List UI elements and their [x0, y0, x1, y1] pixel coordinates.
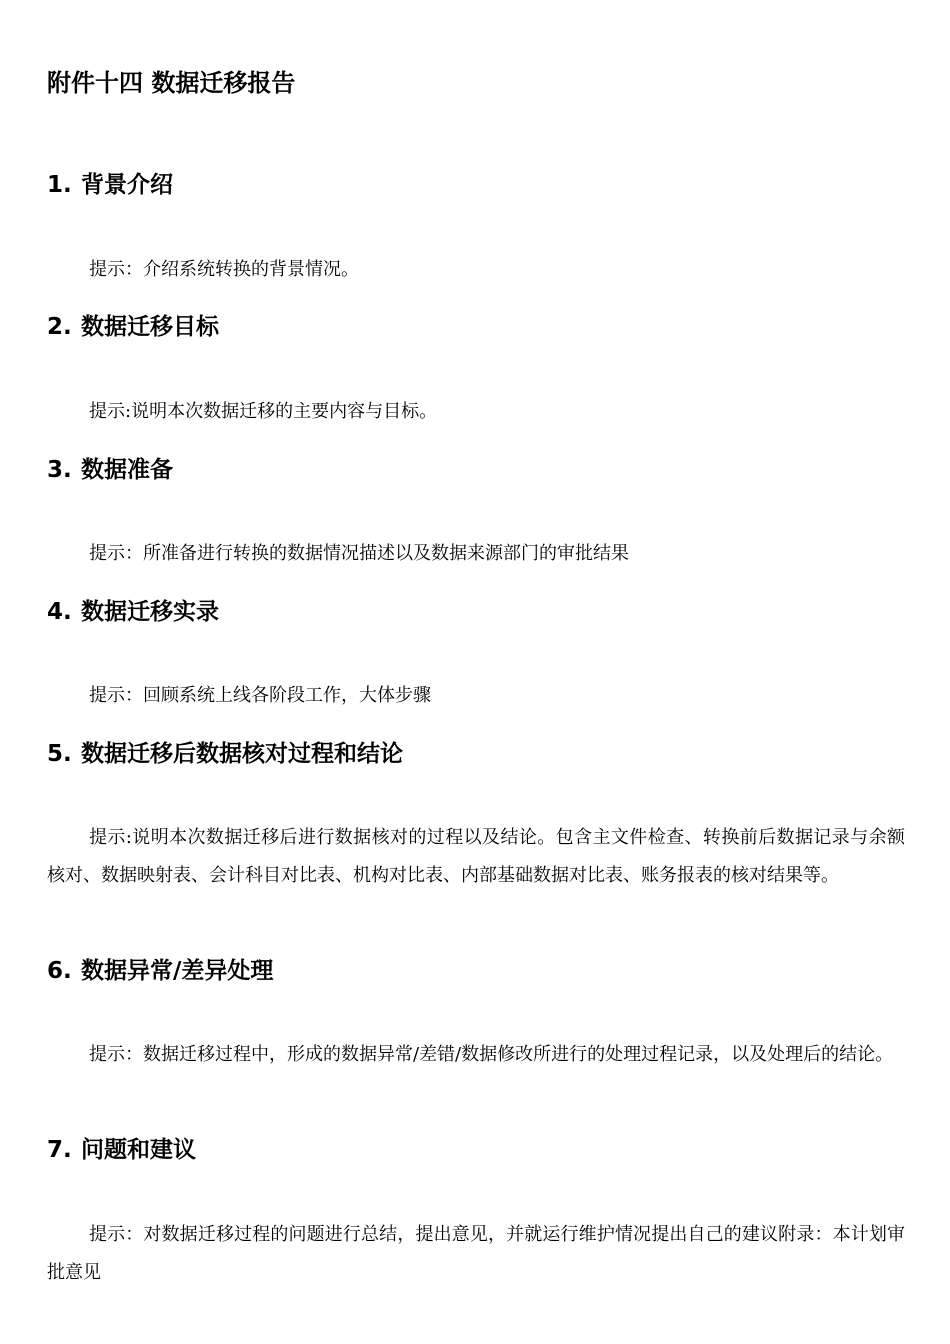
section-title: 数据迁移实录	[81, 599, 219, 625]
section-title: 数据异常/差异处理	[81, 958, 274, 984]
section-hint-2: 提示:说明本次数据迁移的主要内容与目标。	[89, 401, 438, 422]
section-heading-7	[47, 1132, 196, 1168]
section-title: 数据准备	[81, 457, 173, 483]
section-number: 4.	[47, 599, 72, 625]
section-title: 数据迁移目标	[81, 314, 219, 340]
section-heading-2	[47, 309, 219, 345]
section-heading-6	[47, 953, 273, 989]
section-hint-4: 提示：回顾系统上线各阶段工作，大体步骤	[89, 685, 431, 706]
section-title: 问题和建议	[81, 1137, 196, 1163]
section-hint-1: 提示：介绍系统转换的背景情况。	[89, 259, 359, 280]
section-hint-7: 提示：对数据迁移过程的问题进行总结，提出意见，并就运行维护情况提出自己的建议附录：本计划审批意见	[47, 1224, 905, 1283]
section-title: 背景介绍	[81, 172, 173, 198]
section-hint-3: 提示：所准备进行转换的数据情况描述以及数据来源部门的审批结果	[89, 543, 629, 564]
section-number: 6.	[47, 958, 72, 984]
section-hint-6: 提示：数据迁移过程中，形成的数据异常/差错/数据修改所进行的处理过程记录，以及处理后的结论。	[89, 1044, 894, 1065]
section-heading-1	[47, 167, 173, 203]
section-number: 1.	[47, 172, 72, 198]
section-number: 7.	[47, 1137, 72, 1163]
section-number: 3.	[47, 457, 72, 483]
section-hint-5: 提示:说明本次数据迁移后进行数据核对的过程以及结论。包含主文件检查、转换前后数据记录与余额核对、数据映射表、会计科目对比表、机构对比表、内部基础数据对比表、账务报表的核对结果等。	[47, 827, 905, 886]
document-title: 附件十四 数据迁移报告	[47, 69, 296, 97]
section-heading-4	[47, 594, 219, 630]
section-title: 数据迁移后数据核对过程和结论	[81, 741, 403, 767]
section-number: 5.	[47, 741, 72, 767]
section-number: 2.	[47, 314, 72, 340]
section-heading-3	[47, 452, 173, 488]
section-heading-5	[47, 736, 403, 772]
